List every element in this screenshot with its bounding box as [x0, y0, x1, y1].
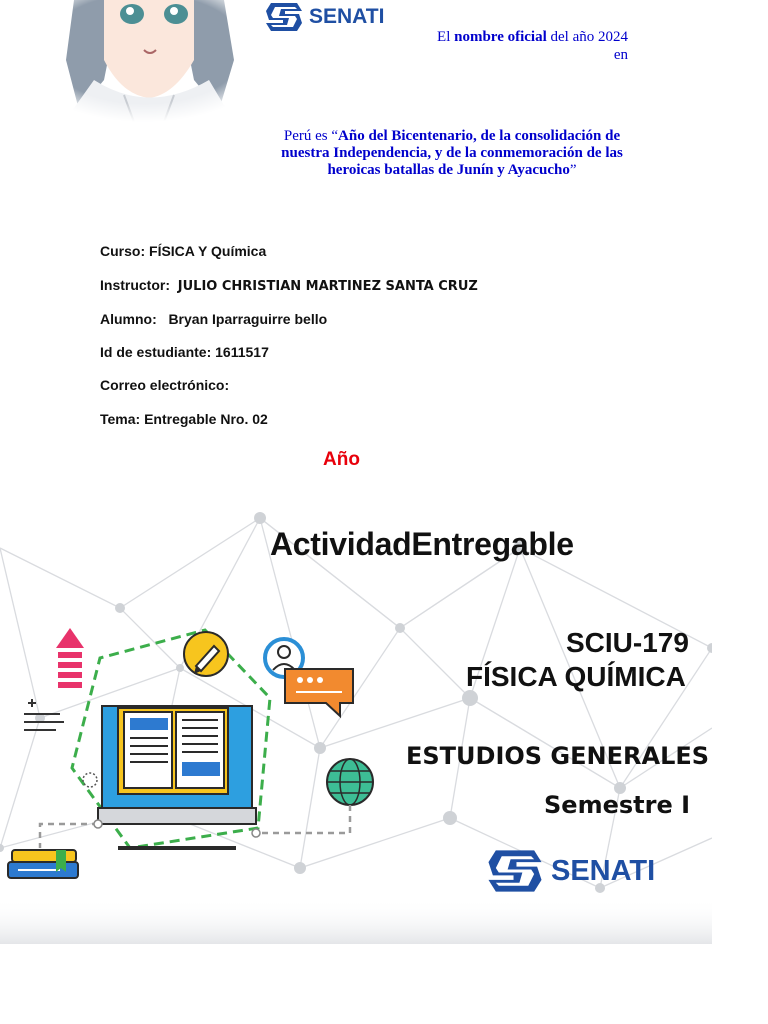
avatar-illustration	[34, 0, 256, 122]
instructor-row	[100, 277, 478, 294]
year-label: Año	[323, 449, 360, 470]
slogan-suffix: ”	[569, 162, 577, 178]
globe-icon	[327, 759, 373, 805]
books-icon	[8, 850, 78, 878]
official-prefix: El	[437, 29, 451, 45]
list-icon	[24, 699, 64, 730]
chat-icon	[285, 669, 353, 716]
curso-label: Curso:	[100, 243, 146, 259]
tema-label: Tema:	[100, 411, 141, 427]
year-slogan	[262, 128, 642, 179]
book-icon	[118, 708, 228, 794]
slogan-line-2: nuestra Independencia, y de la conmemoración de las	[281, 145, 623, 161]
pencil-icon	[184, 632, 228, 676]
senati-emblem-icon	[265, 1, 303, 33]
correo-label: Correo electrónico:	[100, 377, 230, 393]
instructor-label: Instructor:	[100, 277, 170, 293]
tema-row	[100, 411, 268, 427]
department-name: ESTUDIOS GENERALES	[406, 742, 710, 770]
official-year-name	[380, 28, 628, 64]
cover-title: ActividadEntregable	[270, 526, 574, 562]
slogan-prefix: Perú es “	[283, 128, 339, 144]
instructor-value: JULIO CHRISTIAN MARTINEZ SANTA CRUZ	[177, 279, 478, 294]
senati-emblem-icon	[487, 847, 543, 895]
slogan-line-1: Año del Bicentenario, de la consolidación de	[338, 128, 621, 144]
senati-logo	[265, 0, 384, 34]
slogan-line-3: heroicas batallas de Junín y Ayacucho	[327, 162, 570, 178]
tema-value: Entregable Nro. 02	[144, 411, 268, 427]
id-value: 1611517	[215, 344, 269, 360]
id-label: Id de estudiante:	[100, 344, 212, 360]
id-row	[100, 344, 269, 360]
arrow-up-icon	[56, 628, 84, 688]
alumno-label: Alumno:	[100, 311, 157, 327]
official-bold: nombre oficial	[454, 29, 547, 45]
alumno-row	[100, 311, 327, 327]
curso-row	[100, 243, 266, 259]
curso-value: FÍSICA Y Química	[149, 243, 267, 259]
official-suffix: del año 2024	[550, 29, 628, 45]
course-name: FÍSICA QUÍMICA	[466, 661, 686, 692]
correo-row	[100, 377, 229, 393]
senati-brand-text: SENATI	[309, 5, 385, 28]
course-code: SCIU-179	[566, 627, 689, 658]
alumno-value: Bryan Iparraguirre bello	[168, 311, 328, 327]
senati-brand-text-bottom: SENATI	[551, 854, 656, 887]
semester-label: Semestre I	[544, 791, 691, 819]
senati-logo-bottom	[487, 846, 655, 896]
official-line2: en	[613, 47, 628, 63]
